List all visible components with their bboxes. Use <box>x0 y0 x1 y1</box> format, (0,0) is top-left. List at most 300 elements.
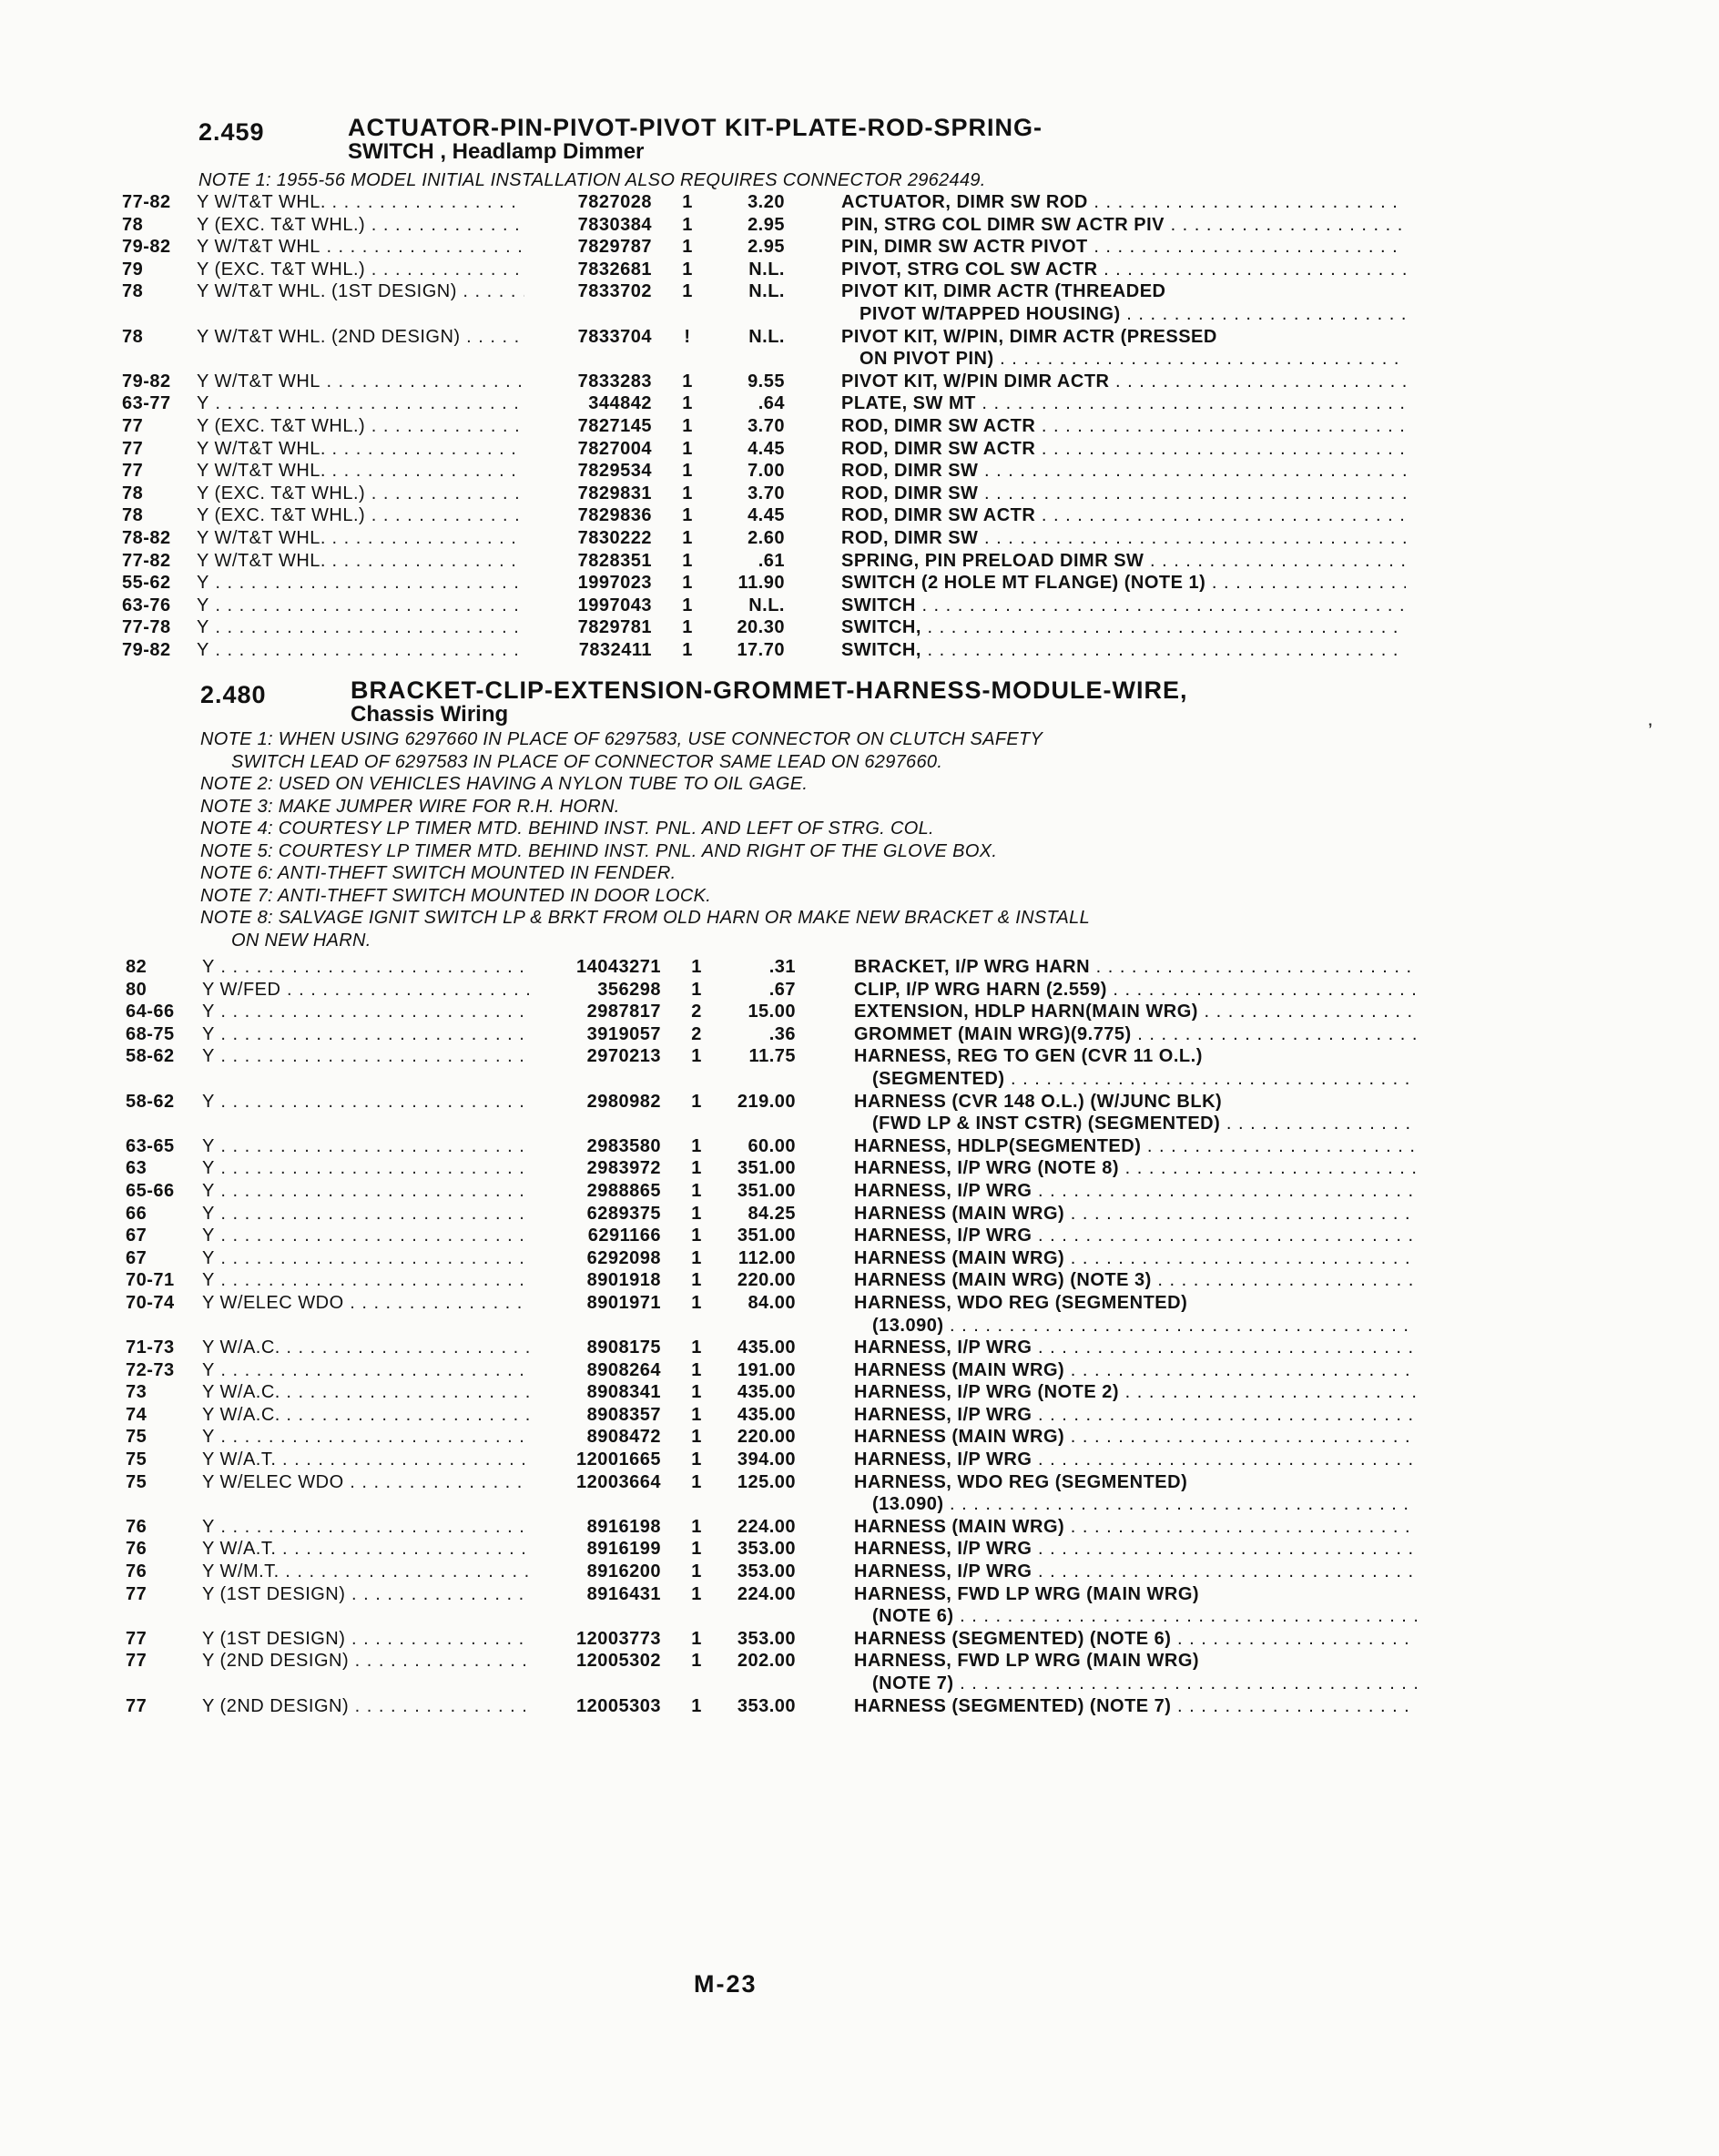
price: 9.55 <box>748 371 785 392</box>
part-number: 356298 <box>597 979 661 1000</box>
model-years: 67 <box>126 1225 147 1246</box>
application <box>202 1135 530 1158</box>
part-number: 2988865 <box>586 1180 661 1201</box>
quantity: 1 <box>682 550 693 571</box>
application-text: Y W/M.T. . . . <box>202 1561 530 1581</box>
application-text: Y . . . <box>202 1158 530 1178</box>
page-number: M-23 <box>694 1970 758 1998</box>
description <box>841 504 1406 527</box>
description-line: ROD, DIMR SW ACTR . . . <box>841 415 1406 438</box>
application <box>202 1247 530 1270</box>
description <box>841 483 1406 505</box>
application-text: Y . . . <box>202 1092 530 1112</box>
description <box>854 1180 1417 1203</box>
part-number: 8908341 <box>586 1382 661 1403</box>
price: .64 <box>758 393 785 414</box>
application <box>202 1225 530 1247</box>
description-line: ROD, DIMR SW ACTR . . . <box>841 504 1406 527</box>
model-years: 77 <box>126 1695 147 1716</box>
application <box>202 1292 530 1315</box>
description <box>854 1538 1417 1561</box>
price: 2.95 <box>748 237 785 258</box>
model-years: 73 <box>126 1382 147 1403</box>
application <box>197 639 524 662</box>
price: 84.25 <box>748 1203 796 1224</box>
quantity: 1 <box>682 415 693 436</box>
part-number: 7832411 <box>578 639 652 660</box>
description <box>841 214 1406 237</box>
description-line: PIVOT KIT, W/PIN DIMR ACTR . . . <box>841 371 1406 393</box>
description-line: BRACKET, I/P WRG HARN . . . <box>854 956 1417 979</box>
application-text: Y . . . <box>197 393 524 413</box>
description <box>854 1023 1417 1046</box>
application <box>202 1269 530 1292</box>
application-text: Y (1ST DESIGN) . . . <box>202 1584 530 1604</box>
part-number: 7827028 <box>577 192 652 212</box>
description <box>854 1404 1417 1427</box>
quantity: 1 <box>682 438 693 459</box>
price: 7.00 <box>748 461 785 482</box>
note-line <box>200 862 1090 885</box>
application <box>202 1561 530 1583</box>
quantity: 1 <box>691 1247 702 1268</box>
application-text: Y W/T&T WHL. (1ST DESIGN) . . . <box>197 281 524 301</box>
description <box>841 236 1406 259</box>
description <box>841 326 1406 371</box>
part-number: 12003773 <box>576 1628 661 1649</box>
application <box>197 392 524 415</box>
quantity: 1 <box>691 957 702 977</box>
description <box>854 1381 1417 1404</box>
application <box>202 1381 530 1404</box>
application <box>202 1203 530 1225</box>
application-text: Y . . . <box>197 617 524 637</box>
application-text: Y . . . <box>202 1360 530 1380</box>
part-number: 1997023 <box>577 573 652 594</box>
part-number: 1997043 <box>577 595 652 615</box>
quantity: 1 <box>682 617 693 638</box>
application <box>202 1426 530 1449</box>
model-years: 77 <box>126 1651 147 1672</box>
description-line: HARNESS (MAIN WRG) . . . <box>854 1516 1417 1539</box>
description <box>841 460 1406 483</box>
price: 351.00 <box>737 1158 796 1179</box>
note-line <box>200 818 1090 840</box>
quantity: 1 <box>682 371 693 392</box>
description <box>854 1561 1417 1583</box>
application <box>197 460 524 483</box>
description-line: PIN, STRG COL DIMR SW ACTR PIV . . . <box>841 214 1406 237</box>
part-number: 14043271 <box>576 957 661 977</box>
description-line: HARNESS, FWD LP WRG (MAIN WRG) <box>854 1583 1200 1604</box>
part-number: 12005303 <box>576 1695 661 1716</box>
description <box>841 191 1406 214</box>
part-number: 12003664 <box>576 1471 661 1492</box>
price: .31 <box>768 957 796 977</box>
quantity: 1 <box>682 483 693 503</box>
model-years: 80 <box>126 979 147 1000</box>
description <box>854 1225 1417 1247</box>
description <box>854 1292 1417 1337</box>
quantity: 1 <box>691 1180 702 1201</box>
quantity: 1 <box>691 1382 702 1403</box>
description-line: HARNESS, I/P WRG . . . <box>854 1404 1417 1427</box>
part-number: 8916199 <box>586 1539 661 1560</box>
application-text: Y . . . <box>202 1248 530 1268</box>
part-number: 8901918 <box>586 1270 661 1291</box>
description-line: ROD, DIMR SW ACTR . . . <box>841 438 1406 461</box>
application-text: Y W/FED . . . <box>202 980 530 1000</box>
quantity: ! <box>684 326 691 347</box>
price: 125.00 <box>737 1471 796 1492</box>
model-years: 78 <box>122 483 144 503</box>
description <box>841 595 1406 617</box>
description <box>841 392 1406 415</box>
part-number: 344842 <box>588 393 652 414</box>
description <box>841 371 1406 393</box>
description-line: PLATE, SW MT . . . <box>841 392 1406 415</box>
model-years: 65-66 <box>126 1180 175 1201</box>
section-notes <box>200 728 1090 951</box>
quantity: 1 <box>691 1135 702 1156</box>
application <box>202 1001 530 1023</box>
part-number: 6289375 <box>586 1203 661 1224</box>
description-line: SWITCH . . . <box>841 595 1406 617</box>
price: 202.00 <box>737 1651 796 1672</box>
part-number: 2983972 <box>586 1158 661 1179</box>
note-text: NOTE 6: ANTI-THEFT SWITCH MOUNTED IN FENDER. <box>200 863 676 883</box>
application-text: Y W/A.C. . . . <box>202 1337 530 1358</box>
application <box>202 1471 530 1494</box>
price: 84.00 <box>748 1292 796 1313</box>
quantity: 1 <box>682 639 693 660</box>
description-line: (NOTE 6) . . . <box>854 1605 1417 1628</box>
model-years: 79-82 <box>122 371 171 392</box>
price: 353.00 <box>737 1628 796 1649</box>
application-text: Y W/T&T WHL. (2ND DESIGN) . . . <box>197 327 524 347</box>
application-text: Y . . . <box>202 1002 530 1022</box>
price: 224.00 <box>737 1516 796 1537</box>
quantity: 1 <box>682 527 693 548</box>
price: 191.00 <box>737 1359 796 1380</box>
description <box>854 1359 1417 1382</box>
description <box>854 979 1417 1002</box>
quantity: 1 <box>682 259 693 280</box>
model-years: 78 <box>122 281 144 302</box>
description-line: (NOTE 7) . . . <box>854 1673 1417 1695</box>
price: 11.75 <box>748 1046 796 1067</box>
description-line: HARNESS, I/P WRG . . . <box>854 1337 1417 1359</box>
description-line: HARNESS, I/P WRG . . . <box>854 1561 1417 1583</box>
model-years: 63-77 <box>122 393 171 414</box>
application-text: Y . . . <box>202 1427 530 1447</box>
description <box>841 527 1406 550</box>
description <box>854 1516 1417 1539</box>
description-line: ROD, DIMR SW . . . <box>841 527 1406 550</box>
application <box>202 1091 530 1114</box>
part-number: 2987817 <box>586 1002 661 1022</box>
application-text: Y W/ELEC WDO . . . <box>202 1293 530 1313</box>
application-text: Y (2ND DESIGN) . . . <box>202 1651 530 1671</box>
application <box>197 572 524 595</box>
application <box>202 1404 530 1427</box>
application <box>197 483 524 505</box>
description <box>854 1135 1417 1158</box>
part-number: 7829787 <box>577 237 652 258</box>
part-number: 7833702 <box>577 281 652 302</box>
note-line <box>200 796 1090 819</box>
part-number: 7829534 <box>577 461 652 482</box>
application <box>202 1023 530 1046</box>
part-number: 7833283 <box>577 371 652 392</box>
part-number: 2980982 <box>586 1091 661 1112</box>
price: 4.45 <box>748 505 785 526</box>
application-text: Y . . . <box>202 1181 530 1201</box>
price: 3.70 <box>748 415 785 436</box>
quantity: 1 <box>682 461 693 482</box>
description <box>841 280 1406 325</box>
part-number: 8908175 <box>586 1337 661 1358</box>
quantity: 1 <box>682 214 693 235</box>
application <box>197 616 524 639</box>
quantity: 1 <box>691 1427 702 1448</box>
application <box>202 956 530 979</box>
description <box>854 1449 1417 1471</box>
part-number: 8916200 <box>586 1561 661 1582</box>
quantity: 1 <box>691 1471 702 1492</box>
description <box>854 1426 1417 1449</box>
price: 435.00 <box>737 1404 796 1425</box>
price: 353.00 <box>737 1561 796 1582</box>
section-number: 2.480 <box>200 681 267 708</box>
model-years: 75 <box>126 1427 147 1448</box>
model-years: 76 <box>126 1539 147 1560</box>
application <box>197 550 524 573</box>
description <box>854 1628 1417 1651</box>
part-number: 7830222 <box>577 527 652 548</box>
model-years: 75 <box>126 1449 147 1470</box>
quantity: 2 <box>691 1023 702 1044</box>
application <box>202 1157 530 1180</box>
model-years: 63 <box>126 1158 147 1179</box>
section-title: BRACKET-CLIP-EXTENSION-GROMMET-HARNESS-MODULE-WIRE, <box>351 676 1188 704</box>
description-line: HARNESS, HDLP(SEGMENTED) . . . <box>854 1135 1417 1158</box>
model-years: 79-82 <box>122 237 171 258</box>
part-number: 7829831 <box>577 483 652 503</box>
section-number: 2.459 <box>198 118 265 146</box>
description-line: SWITCH, . . . <box>841 616 1406 639</box>
application <box>202 1650 530 1673</box>
part-number: 2970213 <box>586 1046 661 1067</box>
model-years: 70-71 <box>126 1270 175 1291</box>
scan-mark: ’ <box>1648 719 1653 742</box>
description-line: HARNESS, WDO REG (SEGMENTED) <box>854 1292 1188 1313</box>
description-line: HARNESS (CVR 148 O.L.) (W/JUNC BLK) <box>854 1091 1223 1112</box>
note-text: SWITCH LEAD OF 6297583 IN PLACE OF CONNECTOR SAME LEAD ON 6297660. <box>231 751 943 772</box>
description <box>841 572 1406 595</box>
model-years: 70-74 <box>126 1292 175 1313</box>
quantity: 1 <box>691 1651 702 1672</box>
note-text: NOTE 4: COURTESY LP TIMER MTD. BEHIND INST. PNL. AND LEFT OF STRG. COL. <box>200 819 934 839</box>
description-line: HARNESS, I/P WRG . . . <box>854 1449 1417 1471</box>
model-years: 79 <box>122 259 144 280</box>
price: 15.00 <box>748 1002 796 1022</box>
description-line: ON PIVOT PIN) . . . <box>841 348 1406 371</box>
application-text: Y W/T&T WHL. . . . <box>197 551 524 571</box>
note-line <box>200 840 1090 863</box>
quantity: 1 <box>682 237 693 258</box>
quantity: 1 <box>682 505 693 526</box>
price: 2.95 <box>748 214 785 235</box>
application-text: Y W/T&T WHL . . . <box>197 371 524 392</box>
application-text: Y . . . <box>202 1046 530 1066</box>
price: 17.70 <box>737 639 785 660</box>
description <box>854 1157 1417 1180</box>
description <box>841 415 1406 438</box>
application-text: Y . . . <box>202 957 530 977</box>
section-subtitle: SWITCH , Headlamp Dimmer <box>348 139 645 164</box>
application-text: Y . . . <box>202 1517 530 1537</box>
part-number: 12001665 <box>576 1449 661 1470</box>
application <box>197 236 524 259</box>
quantity: 1 <box>691 1628 702 1649</box>
description <box>854 1203 1417 1225</box>
part-number: 7828351 <box>577 550 652 571</box>
quantity: 1 <box>682 192 693 212</box>
part-number: 8901971 <box>586 1292 661 1313</box>
section-subtitle: Chassis Wiring <box>351 702 509 727</box>
part-number: 7833704 <box>577 326 652 347</box>
quantity: 1 <box>691 1404 702 1425</box>
quantity: 1 <box>691 1539 702 1560</box>
model-years: 72-73 <box>126 1359 175 1380</box>
description-line: HARNESS (SEGMENTED) (NOTE 6) . . . <box>854 1628 1417 1651</box>
model-years: 77 <box>126 1628 147 1649</box>
description <box>854 1471 1417 1516</box>
model-years: 77 <box>126 1583 147 1604</box>
price: 20.30 <box>737 617 785 638</box>
description <box>854 1583 1417 1628</box>
description-line: HARNESS (MAIN WRG) . . . <box>854 1203 1417 1225</box>
application <box>202 979 530 1002</box>
application-text: Y (EXC. T&T WHL.) . . . <box>197 416 524 436</box>
part-number: 7829836 <box>577 505 652 526</box>
price: .67 <box>768 979 796 1000</box>
application-text: Y . . . <box>197 640 524 660</box>
price: .61 <box>758 550 785 571</box>
application-text: Y W/ELEC WDO . . . <box>202 1472 530 1492</box>
quantity: 1 <box>682 573 693 594</box>
price: 435.00 <box>737 1337 796 1358</box>
model-years: 77 <box>122 461 144 482</box>
price: 353.00 <box>737 1539 796 1560</box>
application-text: Y W/A.T. . . . <box>202 1449 530 1470</box>
description <box>854 1337 1417 1359</box>
model-years: 77-82 <box>122 192 171 212</box>
quantity: 2 <box>691 1002 702 1022</box>
application <box>197 280 524 303</box>
price: 394.00 <box>737 1449 796 1470</box>
note-text: NOTE 1: WHEN USING 6297660 IN PLACE OF 6297583, USE CONNECTOR ON CLUTCH SAFETY <box>200 729 1043 749</box>
description <box>854 1091 1417 1135</box>
application-text: Y (EXC. T&T WHL.) . . . <box>197 259 524 280</box>
application-text: Y . . . <box>202 1136 530 1156</box>
model-years: 64-66 <box>126 1002 175 1022</box>
description-line: HARNESS, I/P WRG . . . <box>854 1225 1417 1247</box>
description-line: HARNESS, I/P WRG . . . <box>854 1538 1417 1561</box>
section-notes <box>198 169 986 192</box>
note-text: NOTE 8: SALVAGE IGNIT SWITCH LP & BRKT FROM OLD HARN OR MAKE NEW BRACKET & INSTALL <box>200 908 1090 928</box>
model-years: 58-62 <box>126 1046 175 1067</box>
description-line: ACTUATOR, DIMR SW ROD . . . <box>841 191 1406 214</box>
model-years: 76 <box>126 1561 147 1582</box>
description <box>854 1001 1417 1023</box>
note-line <box>200 773 1090 796</box>
part-number: 2983580 <box>586 1135 661 1156</box>
description <box>841 438 1406 461</box>
description-line: HARNESS, FWD LP WRG (MAIN WRG) <box>854 1651 1200 1672</box>
price: 435.00 <box>737 1382 796 1403</box>
quantity: 1 <box>691 1046 702 1067</box>
application <box>202 1449 530 1471</box>
application <box>197 527 524 550</box>
price: 220.00 <box>737 1427 796 1448</box>
note-line <box>198 169 986 192</box>
description-line: SWITCH, . . . <box>841 639 1406 662</box>
model-years: 79-82 <box>122 639 171 660</box>
part-number: 8908357 <box>586 1404 661 1425</box>
quantity: 1 <box>682 393 693 414</box>
description-line: (13.090) . . . <box>854 1493 1417 1516</box>
part-number: 7827145 <box>577 415 652 436</box>
price: 3.20 <box>748 192 785 212</box>
quantity: 1 <box>691 1091 702 1112</box>
application-text: Y . . . <box>202 1270 530 1290</box>
description-line: HARNESS, I/P WRG . . . <box>854 1180 1417 1203</box>
price: 60.00 <box>748 1135 796 1156</box>
application-text: Y W/T&T WHL . . . <box>197 237 524 257</box>
price: 353.00 <box>737 1695 796 1716</box>
description-line: HARNESS (MAIN WRG) . . . <box>854 1247 1417 1270</box>
application <box>202 1359 530 1382</box>
note-line <box>200 751 1090 774</box>
quantity: 1 <box>691 1203 702 1224</box>
description <box>854 956 1417 979</box>
quantity: 1 <box>691 1516 702 1537</box>
description-line: GROMMET (MAIN WRG)(9.775) . . . <box>854 1023 1417 1046</box>
description <box>854 1695 1417 1718</box>
price: 219.00 <box>737 1091 796 1112</box>
price: N.L. <box>748 259 785 280</box>
application <box>197 504 524 527</box>
application <box>197 191 524 214</box>
part-number: 3919057 <box>586 1023 661 1044</box>
application-text: Y W/T&T WHL. . . . <box>197 439 524 459</box>
description-line: HARNESS, I/P WRG (NOTE 2) . . . <box>854 1381 1417 1404</box>
application <box>202 1583 530 1606</box>
description <box>841 616 1406 639</box>
application-text: Y . . . <box>202 1024 530 1044</box>
part-number: 7829781 <box>577 617 652 638</box>
description-line: PIVOT, STRG COL SW ACTR . . . <box>841 259 1406 281</box>
application <box>202 1180 530 1203</box>
price: 351.00 <box>737 1225 796 1246</box>
model-years: 68-75 <box>126 1023 175 1044</box>
part-number: 7827004 <box>577 438 652 459</box>
description-line: SWITCH (2 HOLE MT FLANGE) (NOTE 1) . . . <box>841 572 1406 595</box>
note-text: NOTE 3: MAKE JUMPER WIRE FOR R.H. HORN. <box>200 796 620 817</box>
note-line <box>200 907 1090 930</box>
